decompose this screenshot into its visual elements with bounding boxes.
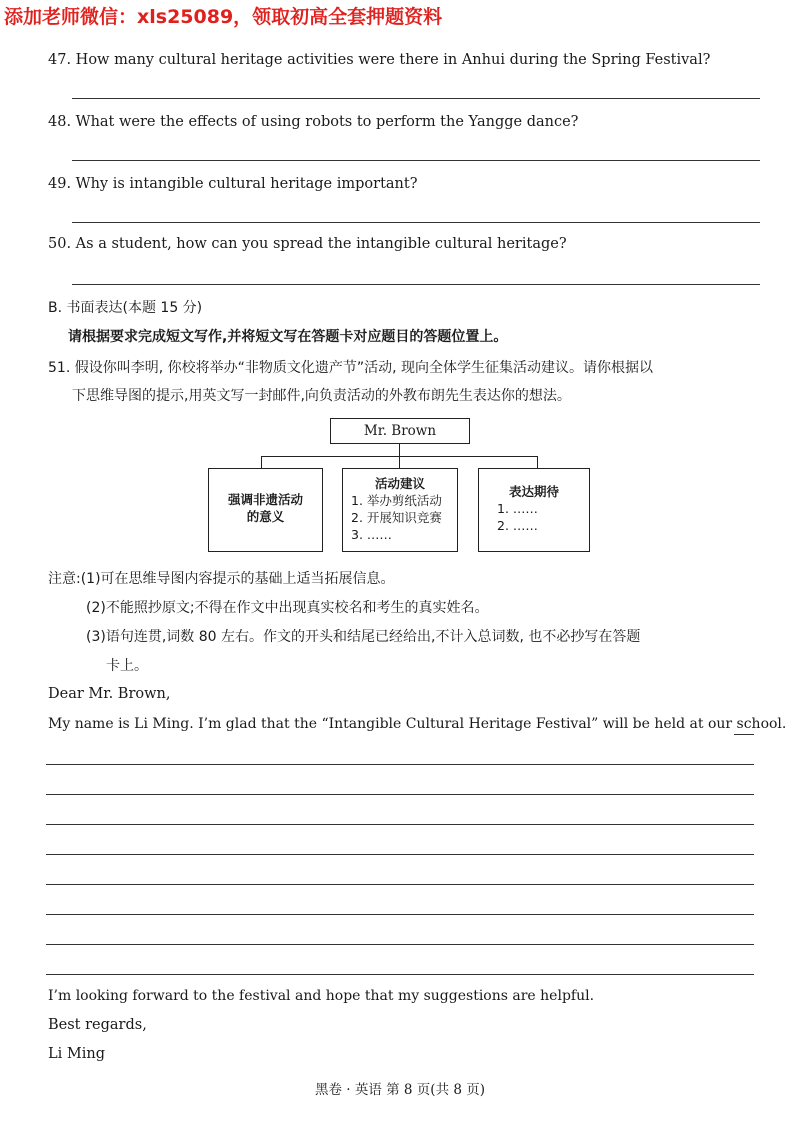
question-text: Why is intangible cultural heritage important?	[75, 176, 418, 192]
mindmap-middle-item: 3. ……	[351, 527, 392, 542]
writing-line[interactable]	[46, 794, 754, 795]
mindmap-root-box	[330, 418, 470, 444]
note-1: 注意:(1)可在思维导图内容提示的基础上适当拓展信息。	[48, 571, 395, 587]
mindmap-left-box	[208, 468, 323, 552]
mindmap-root-label: Mr. Brown	[363, 423, 437, 439]
note-3: (3)语句连贯,词数 80 左右。作文的开头和结尾已经给出,不计入总词数, 也不必抄写在答题	[86, 629, 641, 645]
question-number: 50.	[48, 236, 72, 252]
mindmap-right-box	[478, 468, 590, 552]
writing-line[interactable]	[46, 884, 754, 885]
note-3-continued: 卡上。	[106, 658, 148, 674]
mindmap-middle-item: 2. 开展知识竞赛	[351, 510, 442, 525]
section-b-title: B. 书面表达(本题 15 分)	[48, 300, 203, 316]
writing-line[interactable]	[46, 944, 754, 945]
question-text: As a student, how can you spread the intangible cultural heritage?	[75, 236, 567, 252]
question-number: 48.	[48, 114, 72, 130]
letter-salutation: Dear Mr. Brown,	[48, 686, 171, 702]
connector-line	[399, 456, 400, 468]
writing-line[interactable]	[46, 914, 754, 915]
connector-line	[261, 456, 262, 468]
question-number: 49.	[48, 176, 72, 192]
writing-line[interactable]	[46, 854, 754, 855]
connector-line	[399, 444, 400, 456]
watermark-text: 添加老师微信：xls25089，领取初高全套押题资料	[4, 6, 443, 28]
mindmap-right-item: 2. ……	[497, 518, 538, 533]
letter-signature: Li Ming	[48, 1046, 105, 1062]
letter-closing: I’m looking forward to the festival and hope that my suggestions are helpful.	[48, 988, 595, 1004]
letter-opening: My name is Li Ming. I’m glad that the “Intangible Cultural Heritage Festival” will be held at our school.	[48, 716, 787, 732]
letter-regards: Best regards,	[48, 1017, 147, 1033]
mindmap-middle-item: 1. 举办剪纸活动	[351, 493, 442, 508]
question-text: How many cultural heritage activities were there in Anhui during the Spring Festival?	[75, 52, 711, 68]
mind-map	[0, 0, 800, 560]
writing-line[interactable]	[46, 824, 754, 825]
mindmap-left-line2: 的意义	[246, 509, 285, 524]
mindmap-left-line1: 强调非遗活动	[227, 492, 303, 507]
mindmap-middle-title: 活动建议	[374, 476, 425, 491]
question-number: 47.	[48, 52, 72, 68]
section-b-instruction: 请根据要求完成短文写作,并将短文写在答题卡对应题目的答题位置上。	[68, 329, 508, 345]
writing-line[interactable]	[734, 734, 754, 735]
prompt-line-1: 51. 假设你叫李明, 你校将举办“非物质文化遗产节”活动, 现向全体学生征集活动建议。请你根据以	[48, 360, 654, 376]
connector-line	[537, 456, 538, 468]
mindmap-right-title: 表达期待	[508, 484, 559, 499]
mindmap-right-item: 1. ……	[497, 501, 538, 516]
mindmap-middle-box	[342, 468, 458, 552]
question-text: What were the effects of using robots to perform the Yangge dance?	[75, 114, 579, 130]
note-2: (2)不能照抄原文;不得在作文中出现真实校名和考生的真实姓名。	[86, 600, 489, 616]
prompt-line-2: 下思维导图的提示,用英文写一封邮件,向负责活动的外教布朗先生表达你的想法。	[72, 388, 571, 404]
writing-line[interactable]	[46, 764, 754, 765]
writing-line[interactable]	[46, 974, 754, 975]
page-footer: 黑卷 · 英语 第 8 页(共 8 页)	[314, 1082, 486, 1098]
